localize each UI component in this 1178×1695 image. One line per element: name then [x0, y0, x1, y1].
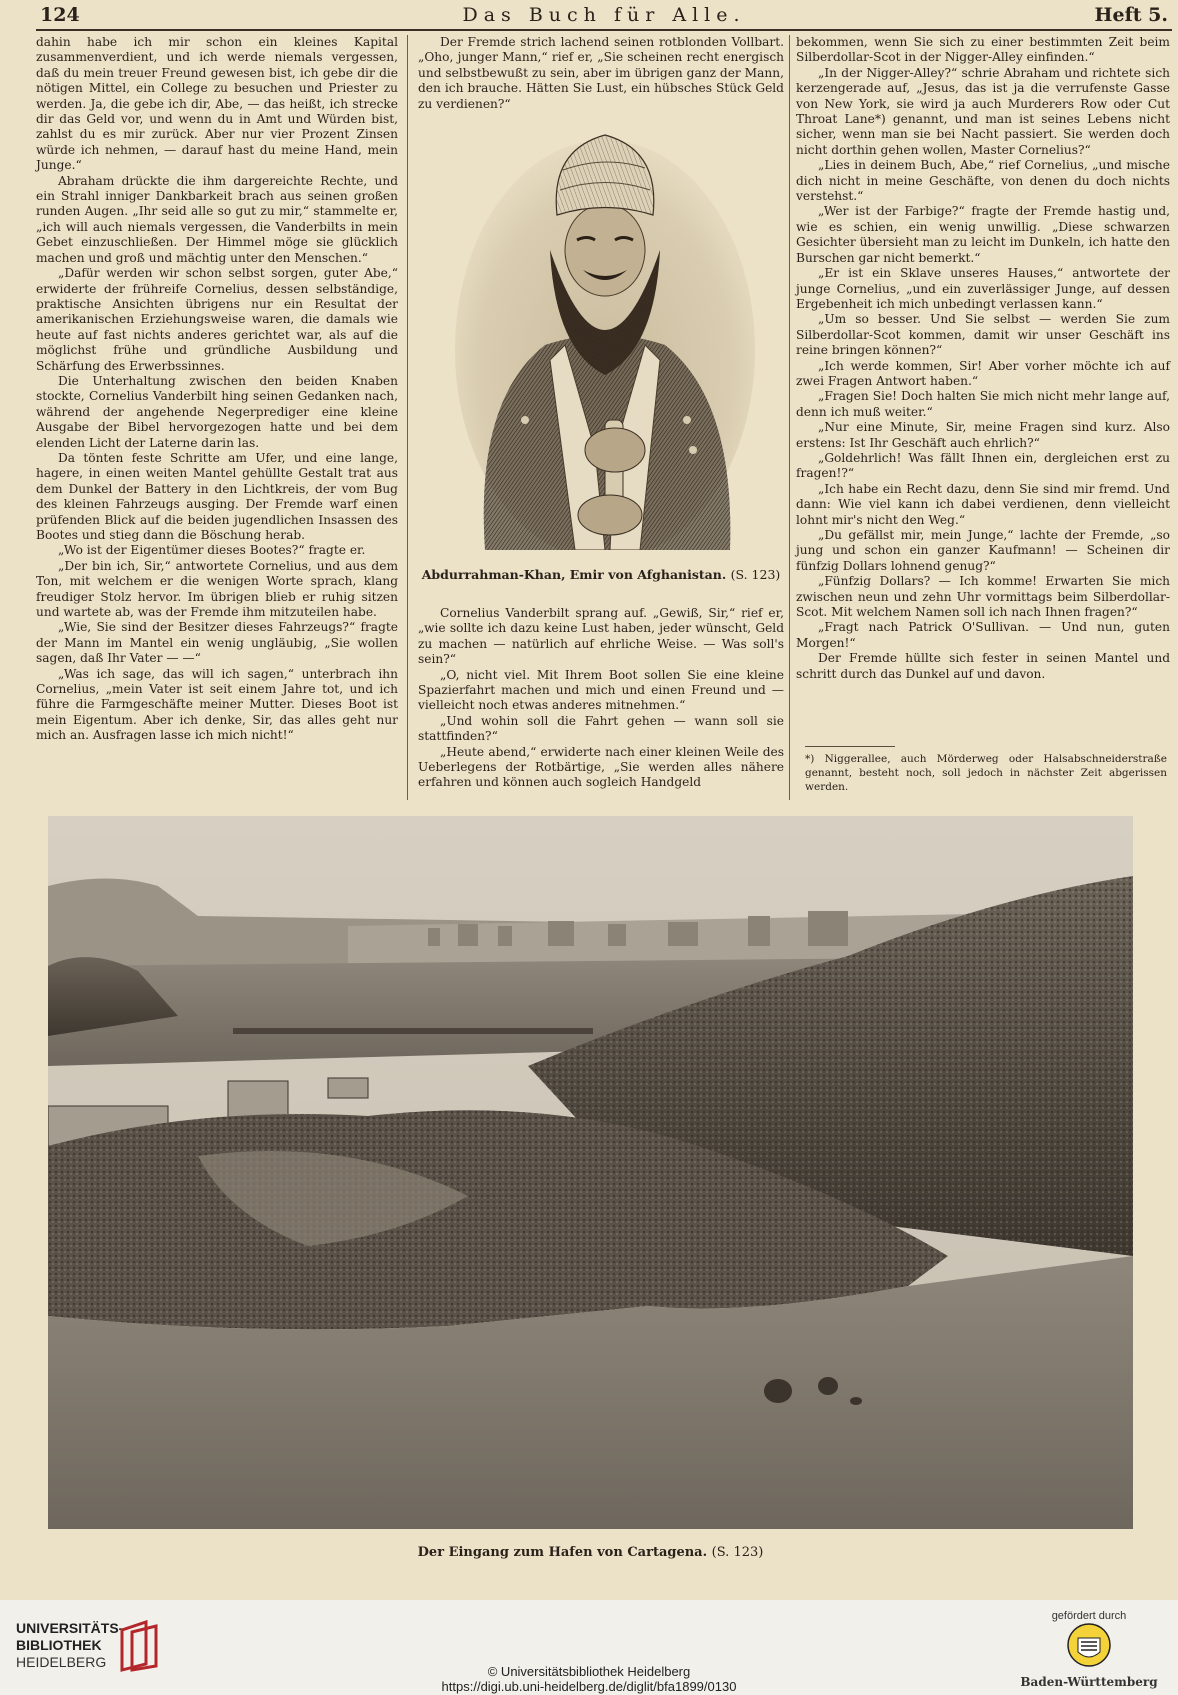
- caption-reference: (S. 123): [711, 1545, 764, 1560]
- sponsor-label: gefördert durch: [1051, 1610, 1127, 1622]
- paragraph: „Fragen Sie! Doch halten Sie mich nicht mehr lange auf, denn ich muß weiter.“: [796, 389, 1170, 419]
- library-footer: [0, 1600, 1178, 1695]
- column-divider: [407, 35, 408, 800]
- portrait-illustration: [455, 120, 755, 550]
- state-crest-icon: [1066, 1622, 1112, 1668]
- page-number: 124: [40, 4, 80, 26]
- paragraph: „Und wohin soll die Fahrt gehen — wann soll sie stattfinden?“: [418, 713, 784, 744]
- caption-text: Abdurrahman-Khan, Emir von Afghanistan.: [421, 567, 727, 582]
- footnote-rule: [805, 746, 895, 747]
- text-column-3: [796, 35, 1170, 735]
- column-divider: [789, 35, 790, 800]
- paragraph: „Dafür werden wir schon selbst sorgen, guter Abe,“ erwiderte der frühreife Cornelius, dessen selbständige, praktische Ansichten übrigens nur ein Resultat der amerikanischen Erziehungsweise waren, die damals wie heute auf fast nichts anderes gerichtet war, als auf die möglichst frühe und gründliche Ausbildung und Schärfung des Erwerbssinnes.: [36, 266, 398, 373]
- paragraph: „Nur eine Minute, Sir, meine Fragen sind kurz. Also erstens: Ist Ihr Geschäft auch ehrlich?“: [796, 420, 1170, 450]
- paragraph: „Fünfzig Dollars? — Ich komme! Erwarten Sie mich zwischen neun und zehn Uhr vormittags beim Silberdollar-Scot. Mit welchem Namen soll ich nach Ihnen fragen?“: [796, 574, 1170, 620]
- paragraph: „In der Nigger-Alley?“ schrie Abraham und richtete sich kerzengerade auf, „Jesus, das ist ja die verrufenste Gasse von New York, sie wird ja auch Murderers Row oder Cut Throat Lane*) genannt, und man ist seines Lebens nicht sicher, wenn man sie bei Nacht passiert. Sie werden doch nicht dorthin gehen wollen, Master Cornelius?“: [796, 65, 1170, 157]
- photo-caption: [48, 1545, 1133, 1560]
- page-header: [40, 4, 1168, 28]
- portrait-caption: [418, 567, 784, 582]
- paragraph: dahin habe ich mir schon ein kleines Kapital zusammenverdient, und ich werde niemals vergessen, daß du mein treuer Freund gewesen bist, ich gebe dir die nötigen Mittel, ein College zu besuchen und Priester zu werden. Ja, die gebe ich dir, Abe, — das heißt, ich strecke dir das Geld vor, und wenn du in Amt und Würden bist, zahlst du es mir zurück. Aber nur vier Prozent Zinsen würde ich nehmen, — darauf hast du meine Hand, mein Junge.“: [36, 35, 398, 173]
- text-column-2-bottom: [418, 606, 784, 790]
- paragraph: Cornelius Vanderbilt sprang auf. „Gewiß, Sir,“ rief er, „wie sollte ich dazu keine Lust haben, jeder wünscht, Geld zu machen — natürlich auf ehrliche Weise. — Was soll's sein?“: [418, 606, 784, 667]
- issue-label: Heft 5.: [1094, 4, 1168, 26]
- source-url[interactable]: https://digi.ub.uni-heidelberg.de/diglit/bfa1899/0130: [441, 1679, 737, 1694]
- caption-text: Der Eingang zum Hafen von Cartagena.: [417, 1545, 708, 1560]
- paragraph: Der Fremde strich lachend seinen rotblonden Vollbart. „Oho, junger Mann,“ rief er, „Sie scheinen recht energisch und selbstbewußt zu sein, aber im übrigen ganz der Mann, den ich brauche. Hätten Sie Lust, ein hübsches Stück Geld zu verdienen?“: [418, 35, 784, 111]
- caption-reference: (S. 123): [730, 567, 781, 582]
- paragraph: „Er ist ein Sklave unseres Hauses,“ antwortete der junge Cornelius, „und ein zuverlässiger Junge, auf dessen Ergebenheit ich mich unbedingt verlassen kann.“: [796, 266, 1170, 311]
- library-name: UNIVERSITÄTS- BIBLIOTHEK HEIDELBERG: [16, 1620, 124, 1670]
- paragraph: „Wie, Sie sind der Besitzer dieses Fahrzeugs?“ fragte der Mann im Mantel ein wenig ungläubig, „Sie wollen sagen, daß Ihr Vater — —“: [36, 620, 398, 666]
- paragraph: „Lies in deinem Buch, Abe,“ rief Cornelius, „und mische dich nicht in meine Geschäfte, von denen du doch nichts verstehst.“: [796, 158, 1170, 204]
- paragraph: Abraham drückte die ihm dargereichte Rechte, und ein Strahl inniger Dankbarkeit brach aus seinen großen runden Augen. „Ihr seid alle so gut zu mir,“ stammelte er, „ich will auch niemals vergessen, die Vanderbilts in mein Gebet einzuschließen. Der Himmel möge sie glücklich machen und groß und mächtig unter den Menschen.“: [36, 173, 398, 265]
- paragraph: „Wer ist der Farbige?“ fragte der Fremde hastig und, wie es schien, ein wenig unwillig. „Diese schwarzen Gesichter übersieht man zu leicht im Dunkeln, ich hatte den Burschen gar nicht bemerkt.“: [796, 204, 1170, 265]
- footnote: *) Niggerallee, auch Mörderweg oder Halsabschneiderstraße genannt, besteht noch, soll jedoch in nächster Zeit abgerissen werden.: [805, 753, 1167, 793]
- paragraph: „Der bin ich, Sir,“ antwortete Cornelius, und aus dem Ton, mit welchem er die wenigen Worte sprach, klang freudiger Stolz hervor. Im übrigen blieb er ruhig sitzen und wartete ab, was der Fremde ihm mitzuteilen habe.: [36, 558, 398, 620]
- paragraph: „Ich habe ein Recht dazu, denn Sie sind mir fremd. Und dann: Wie viel kann ich dabei verdienen, denn vielleicht lohnt mir's nicht den Weg.“: [796, 481, 1170, 527]
- paragraph: bekommen, wenn Sie sich zu einer bestimmten Zeit beim Silberdollar-Scot in der Nigger-Alley einfinden.“: [796, 35, 1170, 65]
- paragraph: „Um so besser. Und Sie selbst — werden Sie zum Silberdollar-Scot kommen, damit wir unser Geschäft ins reine bringen können?“: [796, 312, 1170, 358]
- header-rule: [36, 29, 1172, 31]
- journal-title: Das Buch für Alle.: [462, 4, 746, 26]
- paragraph: „Wo ist der Eigentümer dieses Bootes?“ fragte er.: [58, 543, 366, 558]
- paragraph: Der Fremde hüllte sich fester in seinen Mantel und schritt durch das Dunkel auf und davon.: [796, 651, 1170, 681]
- paragraph: „Ich werde kommen, Sir! Aber vorher möchte ich auf zwei Fragen Antwort haben.“: [796, 358, 1170, 388]
- sponsor-name: Baden-Württemberg: [1020, 1675, 1158, 1689]
- paragraph: „O, nicht viel. Mit Ihrem Boot sollen Sie eine kleine Spazierfahrt machen und mich und einen Freund und — vielleicht noch etwas anderes mitnehmen.“: [418, 667, 784, 713]
- paragraph: Die Unterhaltung zwischen den beiden Knaben stockte, Cornelius Vanderbilt hing seinen Gedanken nach, während der angehende Negerprediger eine kleine Ausgabe der Bibel hervorgezogen hatte und bei dem elenden Licht der Laterne darin las.: [36, 373, 398, 450]
- paragraph: Da tönten feste Schritte am Ufer, und eine lange, hagere, in einen weiten Mantel gehüllte Gestalt trat aus dem Dunkel der Battery in den Lichtkreis, der vom Bug des kleinen Fahrzeugs ausging. Der Fremde warf einen prüfenden Blick auf die beiden jugendlichen Insassen des Bootes und stieg dann die Böschung herab.: [36, 450, 398, 542]
- paragraph: „Was ich sage, das will ich sagen,“ unterbrach ihn Cornelius, „mein Vater ist seit einem Jahre tot, und ich führe die Farmgeschäfte meiner Mutter. Dieses Boot ist mein Eigentum. Aber ich denke, Sir, das alles geht nur mich an. Ausfragen lasse ich mich nicht!“: [36, 666, 398, 743]
- sponsor-block: [1014, 1610, 1164, 1689]
- text-column-1: [36, 35, 398, 770]
- paragraph: „Du gefällst mir, mein Junge,“ lachte der Fremde, „so jung und schon ein ganzer Kaufmann! — Scheinen dir fünfzig Dollars lohnend genug?“: [796, 528, 1170, 573]
- paragraph: „Fragt nach Patrick O'Sullivan. — Und nun, guten Morgen!“: [796, 620, 1170, 650]
- harbor-photograph: [48, 816, 1133, 1529]
- paragraph: „Heute abend,“ erwiderte nach einer kleinen Weile des Ueberlegens der Rotbärtige, „Sie werden alles nähere erfahren und können auch sogleich Handgeld: [418, 744, 784, 790]
- paragraph: „Goldehrlich! Was fällt Ihnen ein, dergleichen erst zu fragen!?“: [796, 450, 1170, 481]
- copyright-notice: © Universitätsbibliothek Heidelberg: [487, 1664, 691, 1679]
